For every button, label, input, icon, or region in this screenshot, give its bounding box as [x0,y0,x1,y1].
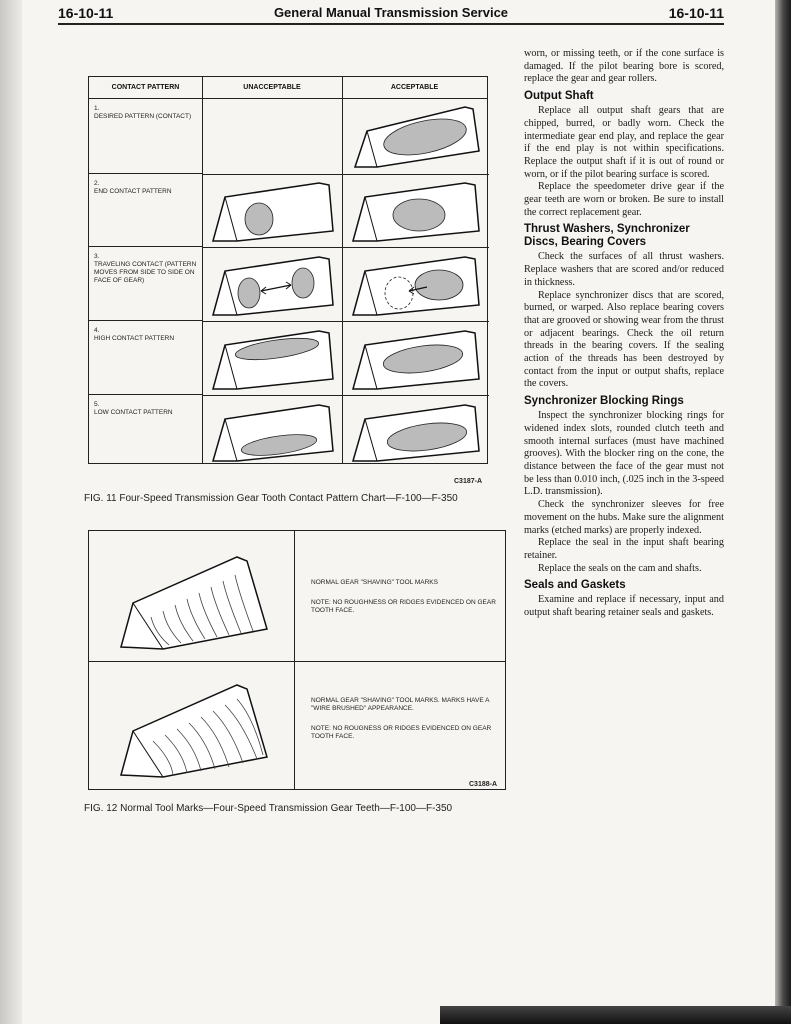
row-number: 4. [94,327,100,334]
paragraph: Examine and replace if necessary, input and output shaft bearing retainer seals and gaskets. [524,594,724,619]
gear-tooth-end-unacceptable-illustration [207,175,337,245]
paragraph: Check the synchronizer sleeves for free movement on the hubs. Make sure the alignment marks (etched marks) are properly indexed. [524,499,724,536]
row-label: LOW CONTACT PATTERN [94,409,173,416]
column-header-contact-pattern: CONTACT PATTERN [89,77,202,99]
paragraph: Replace the speedometer drive gear if the gear teeth are worn or broken. Be sure to install the correct replacement gear. [524,181,724,218]
row-number: 1. [94,105,100,112]
gear-tooth-end-acceptable-illustration [347,175,483,245]
page-number-left: 16-10-11 [58,5,114,21]
column-header-unacceptable: UNACCEPTABLE [202,77,342,99]
section-heading-seals-gaskets: Seals and Gaskets [524,579,626,592]
paragraph: Replace all output shaft gears that are chipped, burred, or badly worn. Check the intermediate gear end play, and replace the gear if the end play is not within specifications. Replace the output shaft if it is out of round or worn, or if the pilot bearing surface is scored. [524,105,724,180]
page-header [58,5,724,25]
gear-tooth-shaving-marks-illustration [111,537,281,657]
paragraph: Replace synchronizer discs that are scored, burned, or warped. Also replace bearing covers that are grooved or showing wear from the thrust or adjacent bearings. Check the oil return threads in the bearing covers. If the sealing action of the threads has been destroyed by contact from the input or output shafts, replace the covers. [524,289,724,390]
page-title: General Manual Transmission Service [273,5,509,20]
gear-tooth-desired-acceptable-illustration [347,101,483,171]
row-label: END CONTACT PATTERN [94,188,172,195]
figure-12-id: C3188-A [469,781,498,788]
section-heading-blocking-rings: Synchronizer Blocking Rings [524,395,684,408]
section-heading-thrust-washers: Thrust Washers, Synchronizer Discs, Bearing Covers [524,223,690,249]
pattern-row-2 [89,174,202,247]
gear-tooth-high-unacceptable-illustration [207,323,337,393]
gear-tooth-wire-brushed-marks-illustration [111,667,281,785]
contact-pattern-chart [88,76,488,464]
gear-tooth-high-acceptable-illustration [347,323,483,393]
figure-11-number: FIG. 11 [84,493,117,504]
page-spine-shadow [0,0,22,1024]
note-1-main: NORMAL GEAR "SHAVING" TOOL MARKS [311,579,438,586]
gear-tooth-low-acceptable-illustration [347,397,483,463]
figure-11-caption-text: Four-Speed Transmission Gear Tooth Contact Pattern Chart—F-100—F-350 [119,493,458,504]
tool-marks-figure [88,530,506,790]
body-text-column [524,48,724,620]
note-1-sub: NOTE: NO ROUGHNESS OR RIDGES EVIDENCED ON GEAR TOOTH FACE. [311,599,496,614]
row-label: TRAVELING CONTACT (PATTERN MOVES FROM SIDE TO SIDE ON FACE OF GEAR) [94,261,197,284]
gear-tooth-traveling-acceptable-illustration [347,249,483,319]
scan-bottom-shadow [440,1006,791,1024]
row-number: 3. [94,253,100,260]
note-2-main: NORMAL GEAR "SHAVING" TOOL MARKS. MARKS HAVE A "WIRE BRUSHED" APPEARANCE. [311,697,490,712]
paragraph: worn, or missing teeth, or if the cone surface is damaged. If the pilot bearing bore is scored, replace the gear and gear rollers. [524,48,724,85]
figure-12-caption [84,802,504,815]
page-edge-shadow [775,0,791,1024]
figure-12-number: FIG. 12 [84,803,118,814]
row-number: 5. [94,401,100,408]
row-label: HIGH CONTACT PATTERN [94,335,175,342]
row-label: DESIRED PATTERN (CONTACT) [94,113,192,120]
figure-12-caption-text: Normal Tool Marks—Four-Speed Transmission Gear Teeth—F-100—F-350 [120,803,453,814]
gear-tooth-traveling-unacceptable-illustration [207,249,337,319]
figure-11-id: C3187-A [454,478,483,485]
paragraph: Inspect the synchronizer blocking rings for widened index slots, rounded clutch teeth and smooth internal surfaces (must have machined grooves). With the blocker ring on the cone, the distance between the face of the gear must not be less than 0.010 inch, (.025 inch in the 3-speed L.D. transmission). [524,410,724,498]
page-number-right: 16-10-11 [668,5,724,21]
paragraph: Replace the seals on the cam and shafts. [538,562,702,574]
figure-11-caption [84,492,494,505]
paragraph: Replace the seal in the input shaft bearing retainer. [524,537,724,561]
pattern-row-5 [89,395,202,463]
paragraph: Check the surfaces of all thrust washers. Replace washers that are scored and/or reduced in thickness. [524,251,724,288]
pattern-row-1 [89,99,202,174]
note-2-sub: NOTE: NO ROUGNESS OR RIDGES EVIDENCED ON GEAR TOOTH FACE. [311,725,492,740]
pattern-row-4 [89,321,202,395]
column-header-acceptable: ACCEPTABLE [342,77,487,99]
pattern-row-3 [89,247,202,321]
row-number: 2. [94,180,100,187]
section-heading-output-shaft: Output Shaft [524,90,594,103]
gear-tooth-low-unacceptable-illustration [207,397,337,463]
